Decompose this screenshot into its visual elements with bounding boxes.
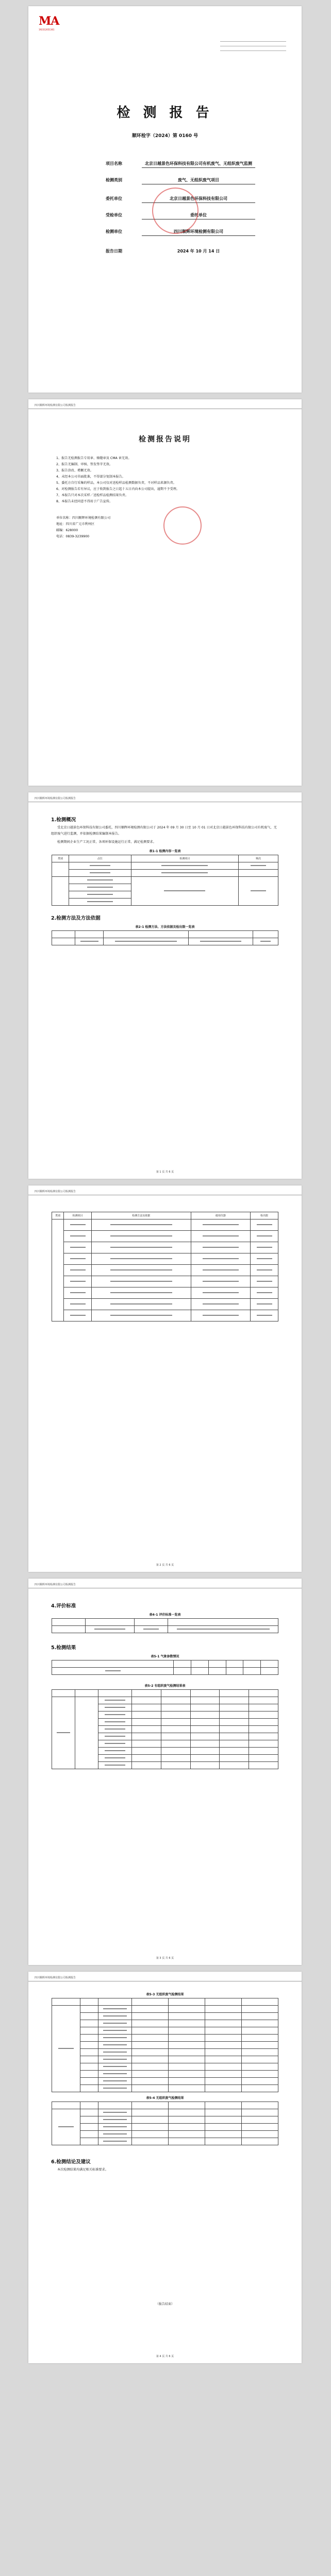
table-caption: 表1-1 检测内容一览表 <box>149 850 181 853</box>
page-header: 四川顺辉环境检测有限公司检测报告 <box>28 399 302 409</box>
method-table-continued: 类别 检测项目 检测方法及依据 使用仪器 检出限 <box>52 1212 278 1321</box>
methods-page <box>28 1185 302 1572</box>
section-heading: 6.检测结论及建议 <box>51 2159 91 2165</box>
company-seal <box>152 188 198 234</box>
fugitive-table-2 <box>52 2102 278 2145</box>
overview-paragraph: 受北京日越景色环保科技有限公司委托，四川顺辉环境检测有限公司于 2024 年 09 月 30 日至 10 月 01 日对北京日越景色环保科技有限公司有机废气、无组织废气进行监测，并依据检测结果编制本报告。 <box>51 826 277 836</box>
conclusion-page <box>28 1972 302 2363</box>
report-number: 顺环检字（2024）第 0160 号 <box>131 133 198 139</box>
report-end: （报告结束） <box>155 2302 174 2306</box>
field-client: 委托单位 北京日越景色环保科技有限公司 <box>106 196 255 203</box>
weather-table <box>52 1660 278 1675</box>
method-table <box>52 930 278 945</box>
table-caption: 表5-2 有组织废气检测结果表 <box>144 1684 186 1688</box>
report-title: 检 测 报 告 <box>117 105 213 121</box>
cma-code: 192312051361 <box>39 28 55 31</box>
page-header: 四川顺辉环境检测有限公司检测报告 <box>28 1579 302 1588</box>
table-caption: 表4-1 评价标准一览表 <box>149 1613 181 1617</box>
standard-table <box>52 1618 278 1633</box>
overview-page <box>28 792 302 1179</box>
section-heading: 1.检测概况 <box>51 817 76 823</box>
cover-page <box>28 6 302 393</box>
overview-paragraph: 检测期间企业生产工况正常，各项环保设施运行正常，满足检测要求。 <box>57 840 156 844</box>
cma-mark: MA <box>39 14 59 28</box>
results-page <box>28 1579 302 1965</box>
page-number: 第 2 页 共 6 页 <box>156 1564 174 1567</box>
table-caption: 表5-1 气象参数情况 <box>151 1655 179 1658</box>
page-header: 四川顺辉环境检测有限公司检测报告 <box>28 1185 302 1195</box>
field-inspected: 受检单位 委托单位 <box>106 212 255 219</box>
field-project: 项目名称 北京日越景色环保科技有限公司有机废气、无组织废气监测 <box>106 161 255 168</box>
page-header: 四川顺辉环境检测有限公司检测报告 <box>28 1972 302 1981</box>
instructions-page <box>28 399 302 786</box>
organic-emission-table <box>52 1689 278 1769</box>
table-caption: 表5-3 无组织废气检测结果 <box>146 1993 184 1996</box>
section-heading: 4.评价标准 <box>51 1603 76 1609</box>
page-header: 四川顺辉环境检测有限公司检测报告 <box>28 792 302 802</box>
field-lab: 检测单位 四川顺辉环境检测有限公司 <box>106 229 255 236</box>
page-number: 第 3 页 共 6 页 <box>156 1957 174 1960</box>
conclusion-paragraph: 本次检测结果均满足相关标准要求。 <box>57 2168 108 2172</box>
content-table: 类别 点位 检测项目 频次 <box>52 855 278 906</box>
field-date: 报告日期 2024 年 10 月 14 日 <box>106 249 220 253</box>
instructions-notes: 1、报告无检测报告专用章、骑缝章及 CMA 章无效。 2、报告无编制、审核、签发签字无效。 3、报告涂改、增删无效。 4、未经本公司书面批准，不得部分复制本报告。 5、委托方自行采集的样品，本公司仅对送检样品检测数据负责，不对样品来源负责。 6、对检测报告若有异议，应于收到报告之日起十五日内向本公司提出，逾期不予受理。 7、本报告只对本次采样／送检样品检测结果负责。 8、本报告未经同意不得用于广告宣传。 单位名称：四川顺辉环境检测有限公司 地址：四川省广元市利州区 邮编：628000 电话：0839-3239900 <box>56 456 180 538</box>
cma-logo <box>39 14 65 31</box>
fugitive-table-1 <box>52 1998 278 2092</box>
field-category: 检测类别 废气、无组织废气项目 <box>106 177 255 184</box>
table-caption: 表5-4 无组织废气检测结果 <box>146 2096 184 2100</box>
instructions-title: 检测报告说明 <box>139 435 191 444</box>
section-heading: 5.检测结果 <box>51 1645 76 1651</box>
page-number: 第 1 页 共 6 页 <box>156 1171 174 1174</box>
company-seal <box>163 506 202 545</box>
page-number: 第 4 页 共 6 页 <box>156 2355 174 2358</box>
registration-stamp <box>220 37 286 51</box>
table-caption: 表2-1 检测方法、方法依据及检出限一览表 <box>135 925 195 929</box>
section-heading: 2.检测方法及方法依据 <box>51 916 101 921</box>
